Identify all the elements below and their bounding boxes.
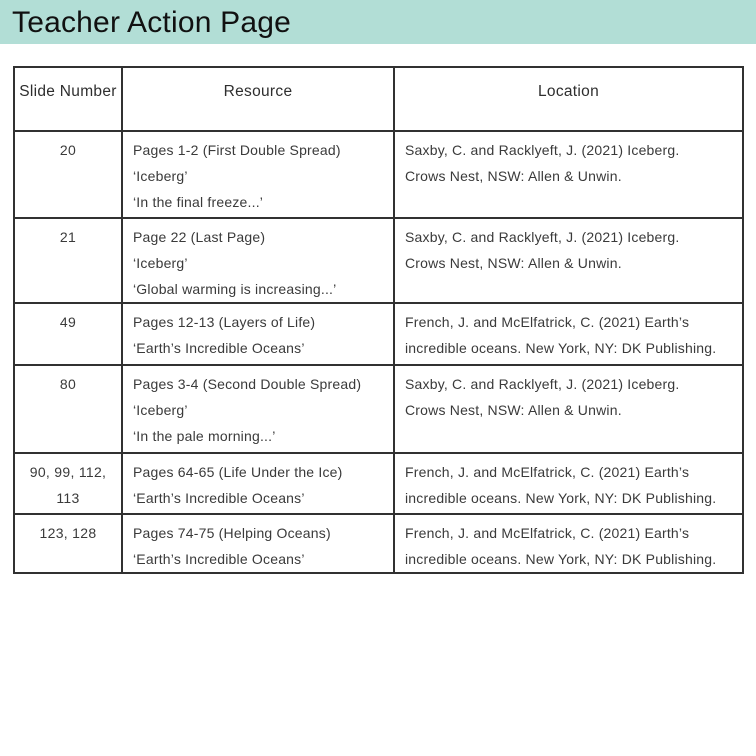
teacher-action-table (13, 66, 744, 574)
slide-number-cell: 123, 128 (14, 514, 122, 573)
table-row (14, 303, 743, 365)
page-title: Teacher Action Page (12, 6, 291, 39)
resource-cell: Pages 1-2 (First Double Spread) ‘Iceberg’ ‘In the final freeze...’ (122, 131, 394, 218)
table-row (14, 514, 743, 573)
table-row (14, 453, 743, 514)
resource-cell: Pages 3-4 (Second Double Spread) ‘Iceberg’ ‘In the pale morning...’ (122, 365, 394, 453)
slide-number-cell: 90, 99, 112, 113 (14, 453, 122, 514)
slide-number-cell: 21 (14, 218, 122, 303)
table-row (14, 218, 743, 303)
location-cell: French, J. and McElfatrick, C. (2021) Earth’s incredible oceans. New York, NY: DK Publishing. (394, 303, 743, 365)
resource-cell: Pages 74-75 (Helping Oceans) ‘Earth’s Incredible Oceans’ (122, 514, 394, 573)
table-row (14, 131, 743, 218)
location-cell: French, J. and McElfatrick, C. (2021) Earth’s incredible oceans. New York, NY: DK Publishing. (394, 453, 743, 514)
table-header-row (14, 67, 743, 131)
location-cell: French, J. and McElfatrick, C. (2021) Earth’s incredible oceans. New York, NY: DK Publishing. (394, 514, 743, 573)
column-header-resource: Resource (122, 67, 394, 131)
location-cell: Saxby, C. and Racklyeft, J. (2021) Iceberg. Crows Nest, NSW: Allen & Unwin. (394, 131, 743, 218)
slide-number-cell: 49 (14, 303, 122, 365)
resource-cell: Pages 64-65 (Life Under the Ice) ‘Earth’s Incredible Oceans’ (122, 453, 394, 514)
slide-number-cell: 20 (14, 131, 122, 218)
teacher-action-table-container (13, 66, 742, 574)
table-row (14, 365, 743, 453)
column-header-location: Location (394, 67, 743, 131)
column-header-slide-number: Slide Number (14, 67, 122, 131)
resource-cell: Page 22 (Last Page) ‘Iceberg’ ‘Global warming is increasing...’ (122, 218, 394, 303)
resource-cell: Pages 12-13 (Layers of Life) ‘Earth’s Incredible Oceans’ (122, 303, 394, 365)
location-cell: Saxby, C. and Racklyeft, J. (2021) Iceberg. Crows Nest, NSW: Allen & Unwin. (394, 218, 743, 303)
slide-number-cell: 80 (14, 365, 122, 453)
location-cell: Saxby, C. and Racklyeft, J. (2021) Iceberg. Crows Nest, NSW: Allen & Unwin. (394, 365, 743, 453)
